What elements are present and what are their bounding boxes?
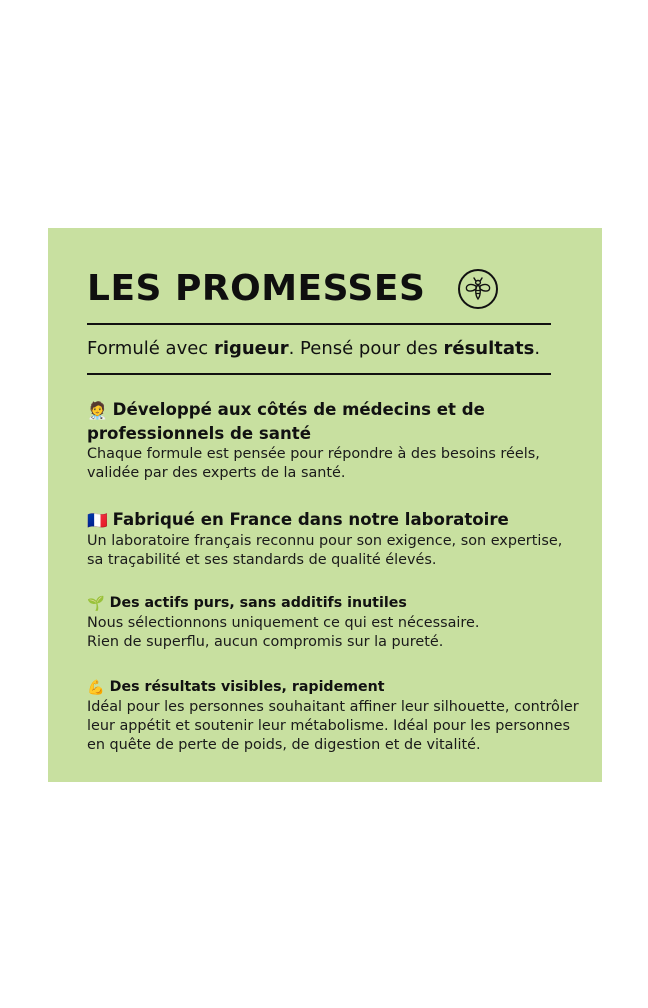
feature-made-in-france — [87, 508, 563, 570]
tagline-part-2: . Pensé pour des — [288, 338, 444, 359]
feature-body-line-1: Chaque formule est pensée pour répondre à des besoins réels, — [87, 446, 540, 462]
title-row — [87, 266, 551, 316]
feature-body-line-2: leur appétit et soutenir leur métabolisme. Idéal pour les personnes — [87, 718, 571, 734]
feature-body-line-1: Idéal pour les personnes souhaitant affiner leur silhouette, contrôler — [87, 699, 579, 715]
doctor-emoji-icon: 🧑‍⚕️ — [87, 401, 108, 420]
feature-heading — [87, 593, 557, 614]
tagline-bold-resultats: résultats — [443, 338, 535, 359]
bottom-divider — [87, 373, 551, 375]
feature-body-line-1: Nous sélectionnons uniquement ce qui est nécessaire. — [87, 615, 480, 631]
feature-body-line-2: Rien de superflu, aucun compromis sur la pureté. — [87, 634, 444, 650]
feature-body-line-2: sa traçabilité et ses standards de qualité élevés. — [87, 552, 437, 568]
feature-body-line-1: Un laboratoire français reconnu pour son exigence, son expertise, — [87, 533, 563, 549]
page-title: LES PROMESSES — [87, 268, 426, 309]
feature-heading-line-1: Fabriqué en France dans notre laboratoire — [112, 510, 509, 529]
feature-pure-ingredients — [87, 593, 557, 652]
feature-medical-experts — [87, 398, 557, 483]
top-divider — [87, 323, 551, 325]
feature-heading — [87, 398, 557, 422]
tagline — [87, 336, 540, 362]
feature-heading — [87, 508, 557, 532]
bee-badge-icon — [457, 268, 499, 310]
feature-heading-line-1: Des actifs purs, sans additifs inutiles — [109, 595, 407, 611]
feature-visible-results — [87, 677, 579, 755]
feature-body-line-3: en quête de perte de poids, de digestion et de vitalité. — [87, 737, 481, 753]
feature-heading — [87, 677, 557, 698]
feature-heading-line-1: Des résultats visibles, rapidement — [109, 679, 385, 695]
seedling-icon: 🌱 — [87, 596, 105, 612]
france-flag-icon: 🇫🇷 — [87, 511, 108, 530]
promises-card — [48, 228, 602, 782]
tagline-part-1: Formulé avec — [87, 338, 214, 359]
tagline-part-3: . — [534, 338, 541, 359]
feature-heading-line-2: professionnels de santé — [87, 424, 311, 443]
tagline-bold-rigueur: rigueur — [213, 338, 289, 359]
feature-body-line-2: validée par des experts de la santé. — [87, 465, 346, 481]
feature-heading-line-1: Développé aux côtés de médecins et de — [112, 400, 485, 419]
flexed-biceps-icon: 💪 — [87, 680, 105, 696]
